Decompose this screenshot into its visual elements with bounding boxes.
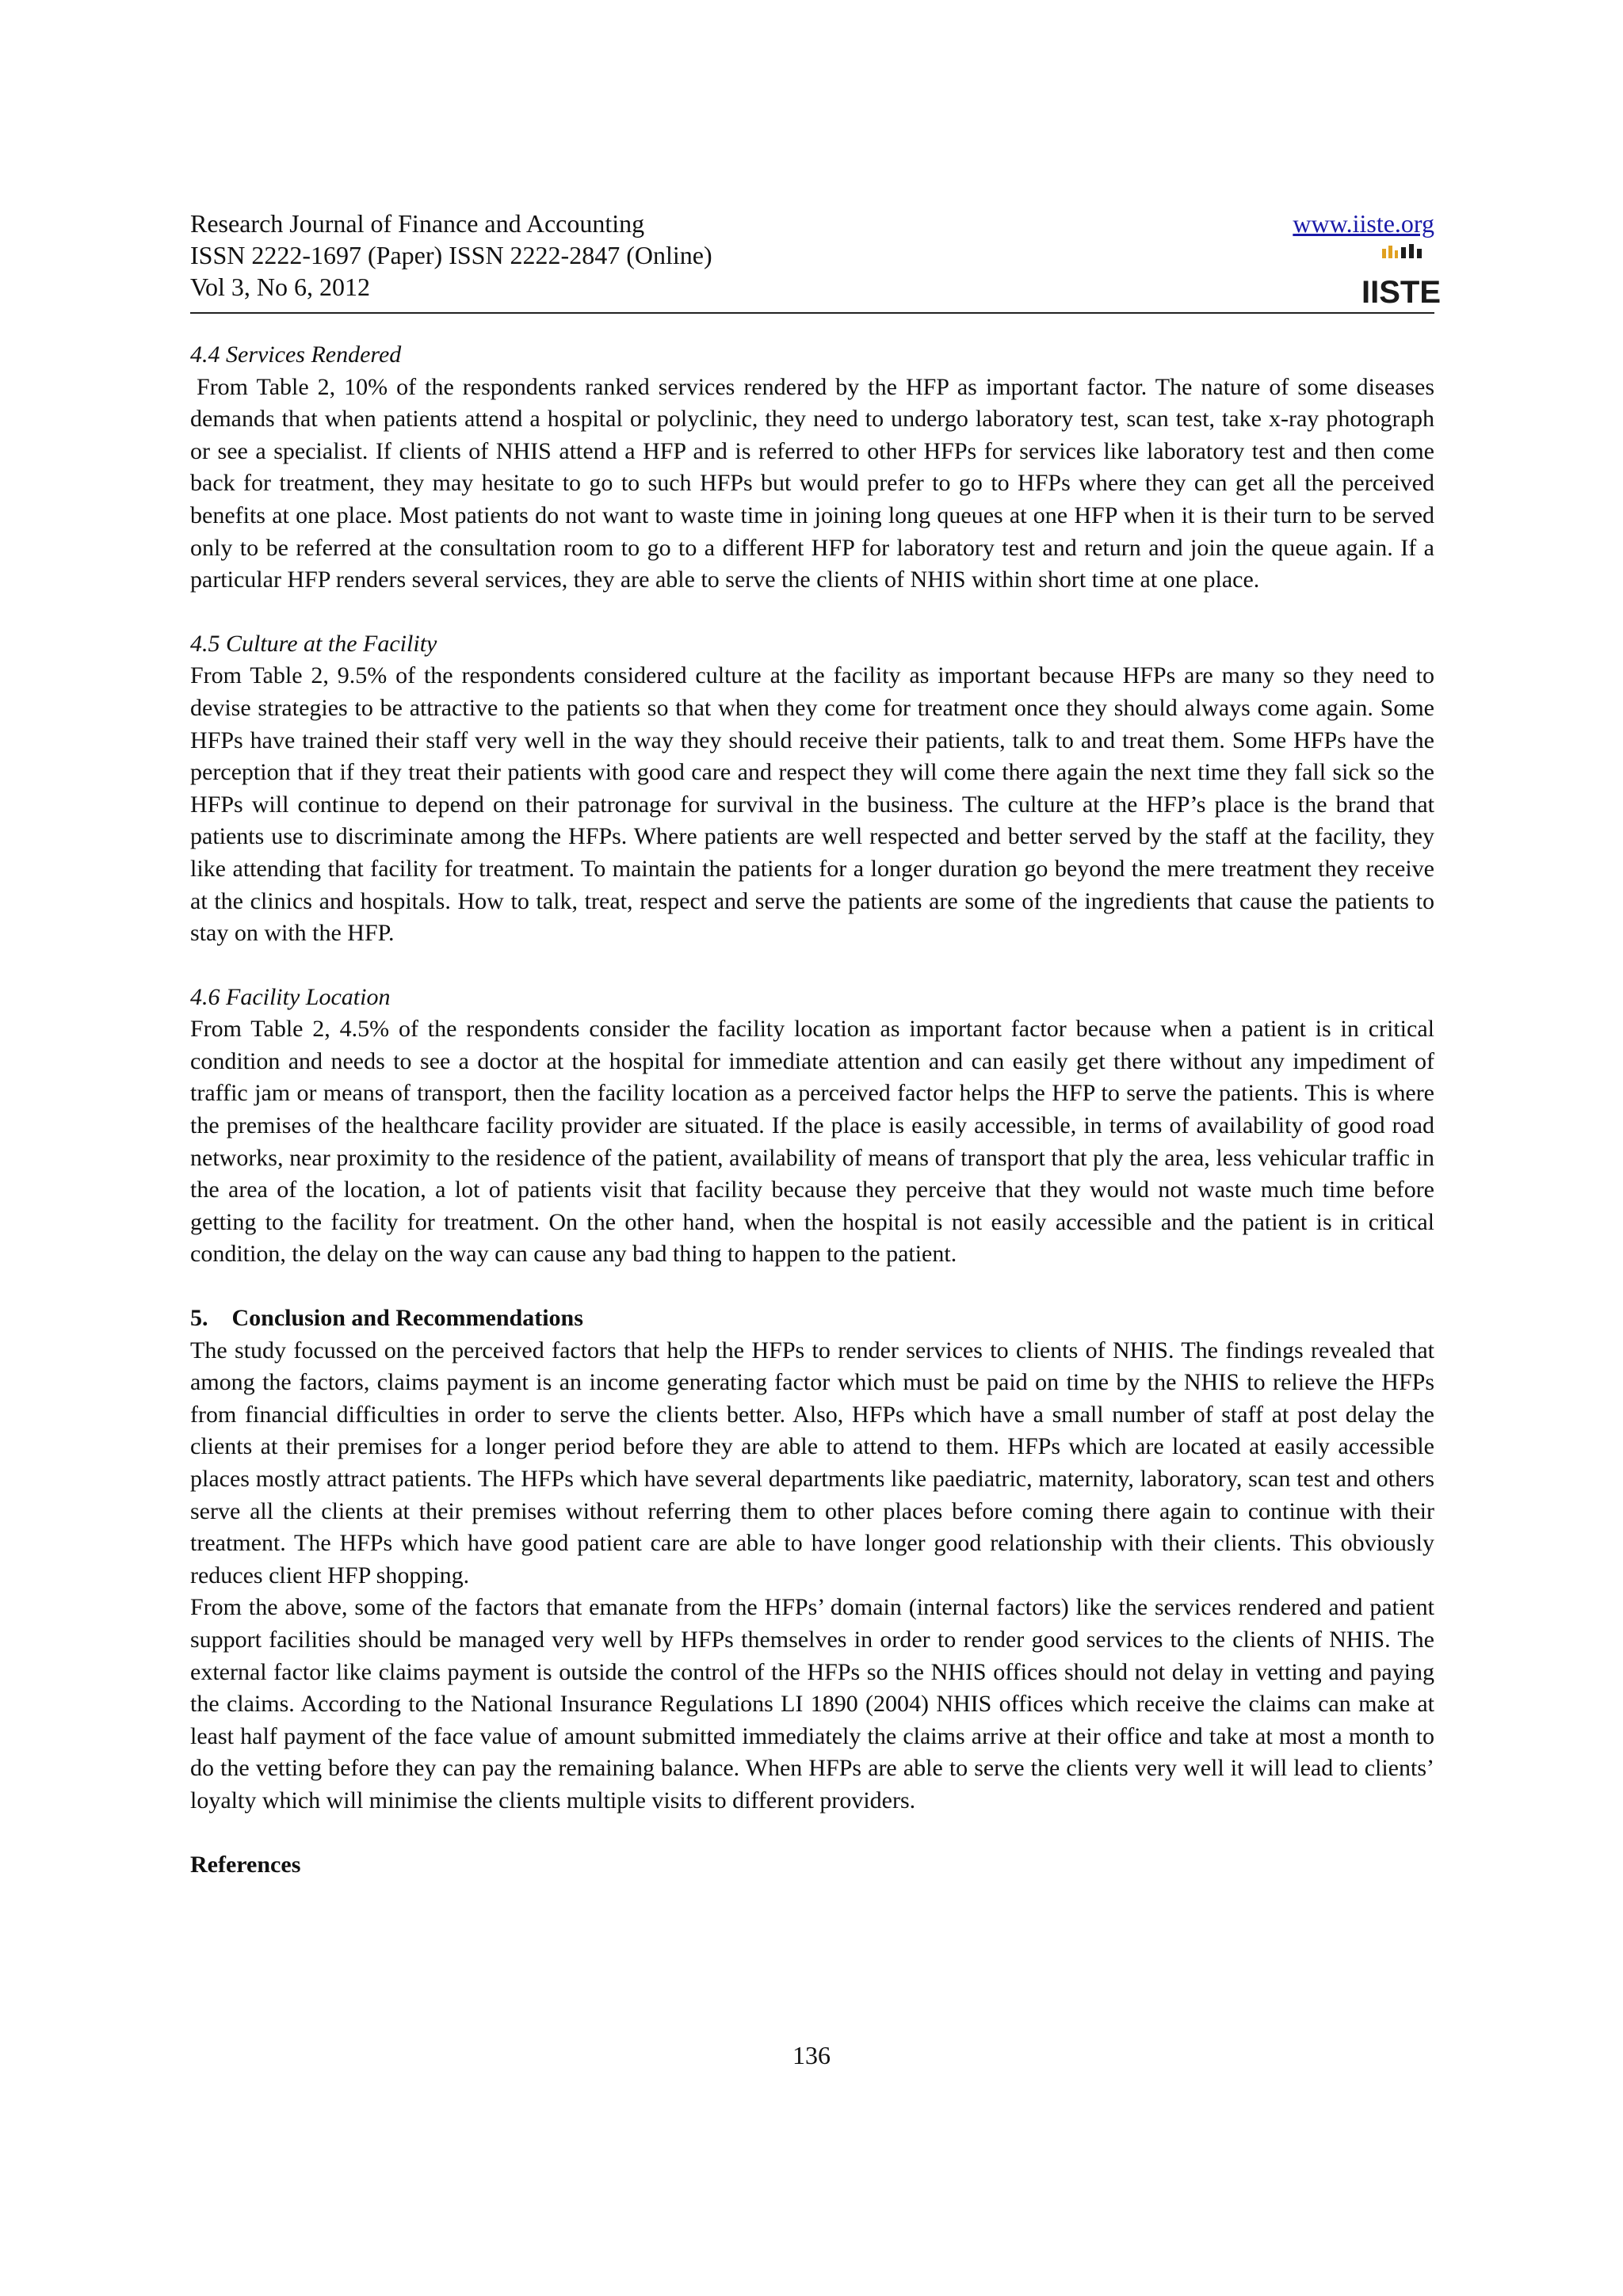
section-4-6-heading: 4.6 Facility Location bbox=[190, 983, 391, 1010]
header-rule bbox=[190, 312, 1434, 314]
section-4-4-paragraph: From Table 2, 10% of the respondents ranked services rendered by the HFP as important factor. The nature of some diseases demands that when patients attend a hospital or polyclinic, they need to undergo laboratory test, scan test, take x-ray photograph or see a specialist. If clients of NHIS attend a HFP and is referred to other HFPs for services like laboratory test and then come back for treatment, they may hesitate to go to such HFPs but would prefer to go to HFPs where they can get all the perceived benefits at one place. Most patients do not want to waste time in joining long queues at one HFP when it is their turn to be served only to be referred at the consultation room to go to a different HFP for laboratory test and return and join the queue again. If a particular HFP renders several services, they are able to serve the clients of NHIS within short time at one place. bbox=[190, 373, 1434, 593]
section-5-paragraph-2: From the above, some of the factors that emanate from the HFPs’ domain (internal factors) like the services rendered and patient support facilities should be managed very well by HFPs themselves in order to render good services to the clients of NHIS. The external factor like claims payment is outside the control of the HFPs so the NHIS offices should not delay in vetting and paying the claims. According to the National Insurance Regulations LI 1890 (2004) NHIS offices which receive the claims can make at least half payment of the face value of amount submitted immediately the claims arrive at their office and take at most a month to do the vetting before they can pay the remaining balance. When HFPs are able to serve the clients very well it will lead to clients’ loyalty which will minimise the clients multiple visits to different providers. bbox=[190, 1594, 1434, 1814]
section-4-5-paragraph: From Table 2, 9.5% of the respondents considered culture at the facility as important because HFPs are many so they need to devise strategies to be attractive to the patients so that when they come for treatment once they should always come again. Some HFPs have trained their staff very well in the way they should receive their patients, talk to and treat them. Some HFPs have the perception that if they treat their patients with good care and respect they will come there again the next time they fall sick so the HFPs will continue to depend on their patronage for survival in the business. The culture at the HFP’s place is the brand that patients use to discriminate among the HFPs. Where patients are well respected and better served by the staff at the facility, they like attending that facility for treatment. To maintain the patients for a longer duration go beyond the mere treatment they receive at the clinics and hospitals. How to talk, treat, respect and serve the patients are some of the ingredients that cause the patients to stay on with the HFP. bbox=[190, 662, 1434, 947]
section-5-paragraph-1: The study focussed on the perceived factors that help the HFPs to render services to clients of NHIS. The findings revealed that among the factors, claims payment is an income generating factor which must be paid on time by the NHIS to relieve the HFPs from financial difficulties in order to serve the clients better. Also, HFPs which have a small number of staff at post delay the clients at their premises for a longer period before they are able to attend to them. HFPs which are located at easily accessible places mostly attract patients. The HFPs which have several departments like paediatric, maternity, laboratory, scan test and others serve all the clients at their premises without referring them to other places before coming there again to continue with their treatment. The HFPs which have good patient care are able to have longer good relationship with their clients. This obviously reduces client HFP shopping. bbox=[190, 1337, 1434, 1589]
issn-line: ISSN 2222-1697 (Paper) ISSN 2222-2847 (Online) bbox=[190, 241, 712, 269]
page-header bbox=[190, 208, 1442, 310]
website-link[interactable]: www.iiste.org bbox=[1293, 209, 1434, 238]
section-5-heading: 5. Conclusion and Recommendations bbox=[190, 1305, 583, 1332]
article-body bbox=[190, 339, 1434, 1881]
page-number: 136 bbox=[792, 2041, 831, 2069]
volume-line: Vol 3, No 6, 2012 bbox=[190, 273, 370, 301]
section-4-6-paragraph: From Table 2, 4.5% of the respondents consider the facility location as important factor because when a patient is in critical condition and needs to see a doctor at the hospital for immediate attention and can easily get there without any impediment of traffic jam or means of transport, then the facility location as a perceived factor helps the HFP to serve the patients. This is where the premises of the healthcare facility provider are situated. If the place is easily accessible, in terms of availability of good road networks, near proximity to the residence of the patient, availability of means of transport that ply the area, less vehicular traffic in the area of the location, a lot of patients visit that facility because they perceive that they would not waste much time before getting to the facility for treatment. On the other hand, when the hospital is not easily accessible and the patient is in critical condition, the delay on the way can cause any bad thing to happen to the patient. bbox=[190, 1016, 1434, 1268]
logo-text: IISTE bbox=[1361, 275, 1442, 310]
journal-title: Research Journal of Finance and Accounting bbox=[190, 209, 645, 238]
iiste-logo-icon bbox=[1361, 244, 1442, 311]
section-4-4-heading: 4.4 Services Rendered bbox=[190, 341, 402, 368]
references-heading: References bbox=[190, 1851, 301, 1878]
section-4-5-heading: 4.5 Culture at the Facility bbox=[190, 630, 437, 657]
